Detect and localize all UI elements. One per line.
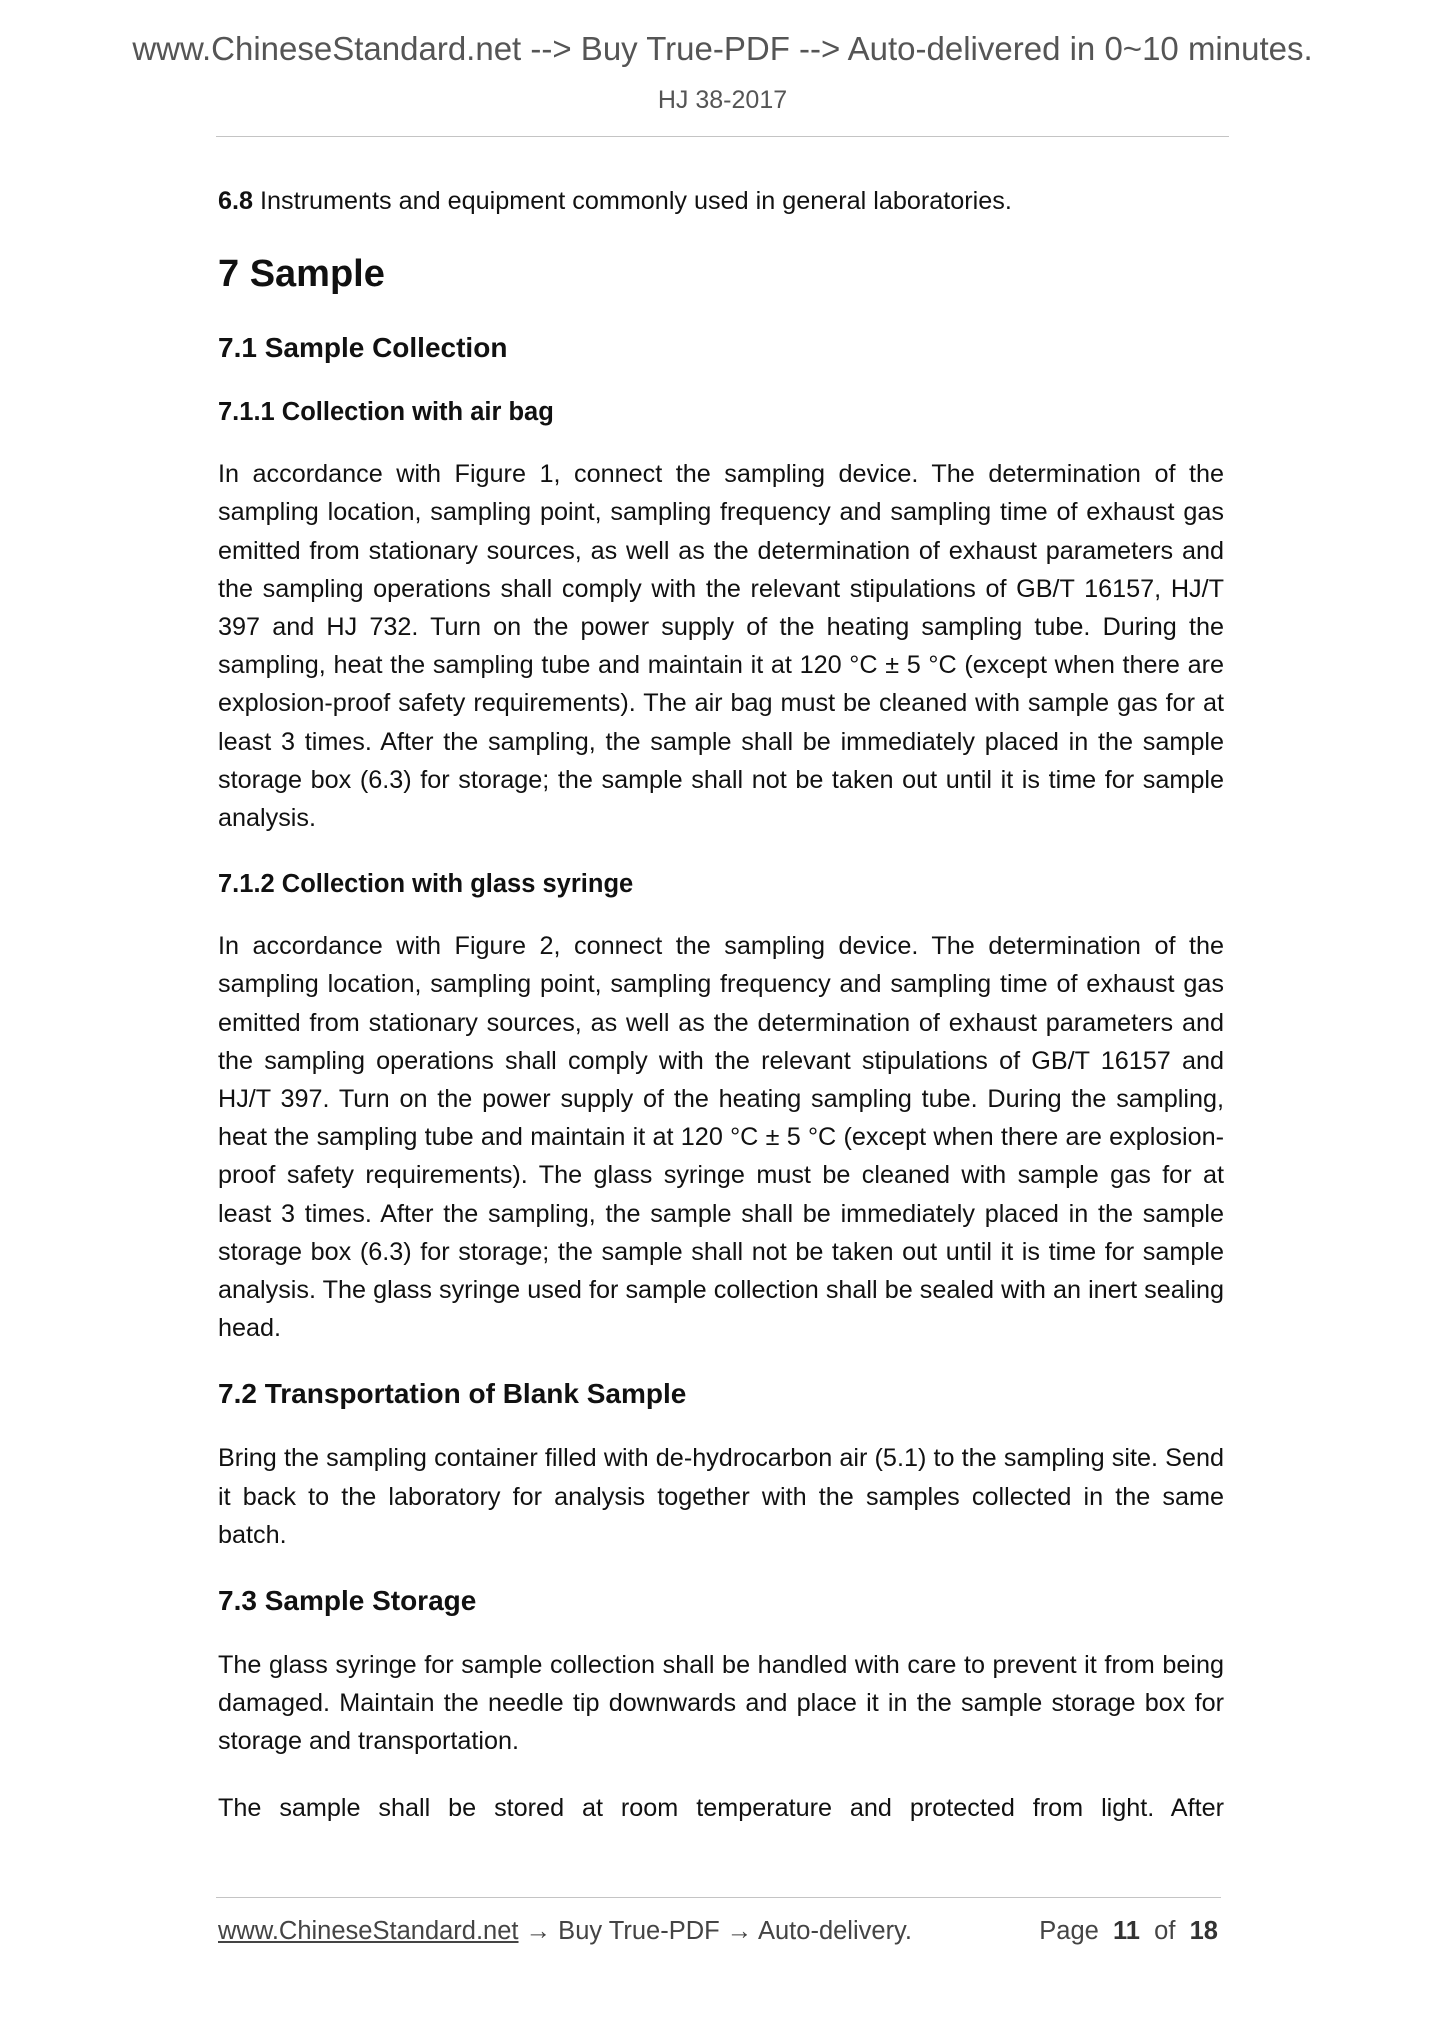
section-7-3-text-2: The sample shall be stored at room temperature and protected from light. After [218, 1793, 1224, 1822]
section-7-2-heading: 7.2 Transportation of Blank Sample [218, 1378, 687, 1410]
clause-6-8 [218, 182, 1224, 220]
total-pages: 18 [1189, 1917, 1218, 1945]
section-7-1-heading: 7.1 Sample Collection [218, 332, 508, 364]
page-word: Page [1039, 1917, 1099, 1945]
header-divider [216, 136, 1229, 137]
footer-promo [218, 1917, 912, 1946]
page-content [218, 182, 1224, 1855]
page-indicator [1039, 1917, 1218, 1946]
section-7-2-text: Bring the sampling container filled with de-hydrocarbon air (5.1) to the sampling site. Send it back to the laboratory for analysis together with the samples collected in the same batch. [218, 1444, 1224, 1549]
section-7-3-heading: 7.3 Sample Storage [218, 1585, 477, 1617]
section-7-3-text-1: The glass syringe for sample collection shall be handled with care to prevent it from being damaged. Maintain the needle tip downwards and place it in the sample storage box for storage and transportation. [218, 1651, 1224, 1756]
header-banner: www.ChineseStandard.net --> Buy True-PDF --> Auto-delivered in 0~10 minutes. [132, 30, 1313, 67]
section-7-heading: 7 Sample [218, 253, 385, 296]
page-footer [218, 1917, 1224, 1953]
section-7-1-2-text: In accordance with Figure 2, connect the sampling device. The determination of the sampling location, sampling point, sampling frequency and sampling time of exhaust gas emitted from stationary sources, as well as the determination of exhaust parameters and the sampling operations shall comply with the relevant stipulations of GB/T 16157 and HJ/T 397. Turn on the power supply of the heating sampling tube. During the sampling, heat the sampling tube and maintain it at 120 °C ± 5 °C (except when there are explosion-proof safety requirements). The glass syringe must be cleaned with sample gas for at least 3 times. After the sampling, the sample shall be immediately placed in the sample storage box (6.3) for storage; the sample shall not be taken out until it is time for sample analysis. The glass syringe used for sample collection shall be sealed with an inert sealing head. [218, 932, 1224, 1343]
clause-text: Instruments and equipment commonly used in general laboratories. [253, 187, 1012, 215]
of-word: of [1154, 1917, 1176, 1945]
section-7-1-1-text: In accordance with Figure 1, connect the sampling device. The determination of the sampling location, sampling point, sampling frequency and sampling time of exhaust gas emitted from stationary sources, as well as the determination of exhaust parameters and the sampling operations shall comply with the relevant stipulations of GB/T 16157, HJ/T 397 and HJ 732. Turn on the power supply of the heating sampling tube. During the sampling, heat the sampling tube and maintain it at 120 °C ± 5 °C (except when there are explosion-proof safety requirements). The air bag must be cleaned with sample gas for at least 3 times. After the sampling, the sample shall be immediately placed in the sample storage box (6.3) for storage; the sample shall not be taken out until it is time for sample analysis. [218, 460, 1224, 833]
footer-promo-tail: → Buy True-PDF → Auto-delivery. [518, 1917, 912, 1945]
document-id: HJ 38-2017 [657, 86, 788, 114]
footer-site-link[interactable]: www.ChineseStandard.net [218, 1917, 519, 1945]
section-7-1-1-heading: 7.1.1 Collection with air bag [218, 398, 554, 427]
clause-number: 6.8 [218, 187, 254, 215]
section-7-1-2-heading: 7.1.2 Collection with glass syringe [218, 870, 634, 899]
page-number: 11 [1113, 1917, 1140, 1945]
footer-divider [216, 1897, 1221, 1898]
